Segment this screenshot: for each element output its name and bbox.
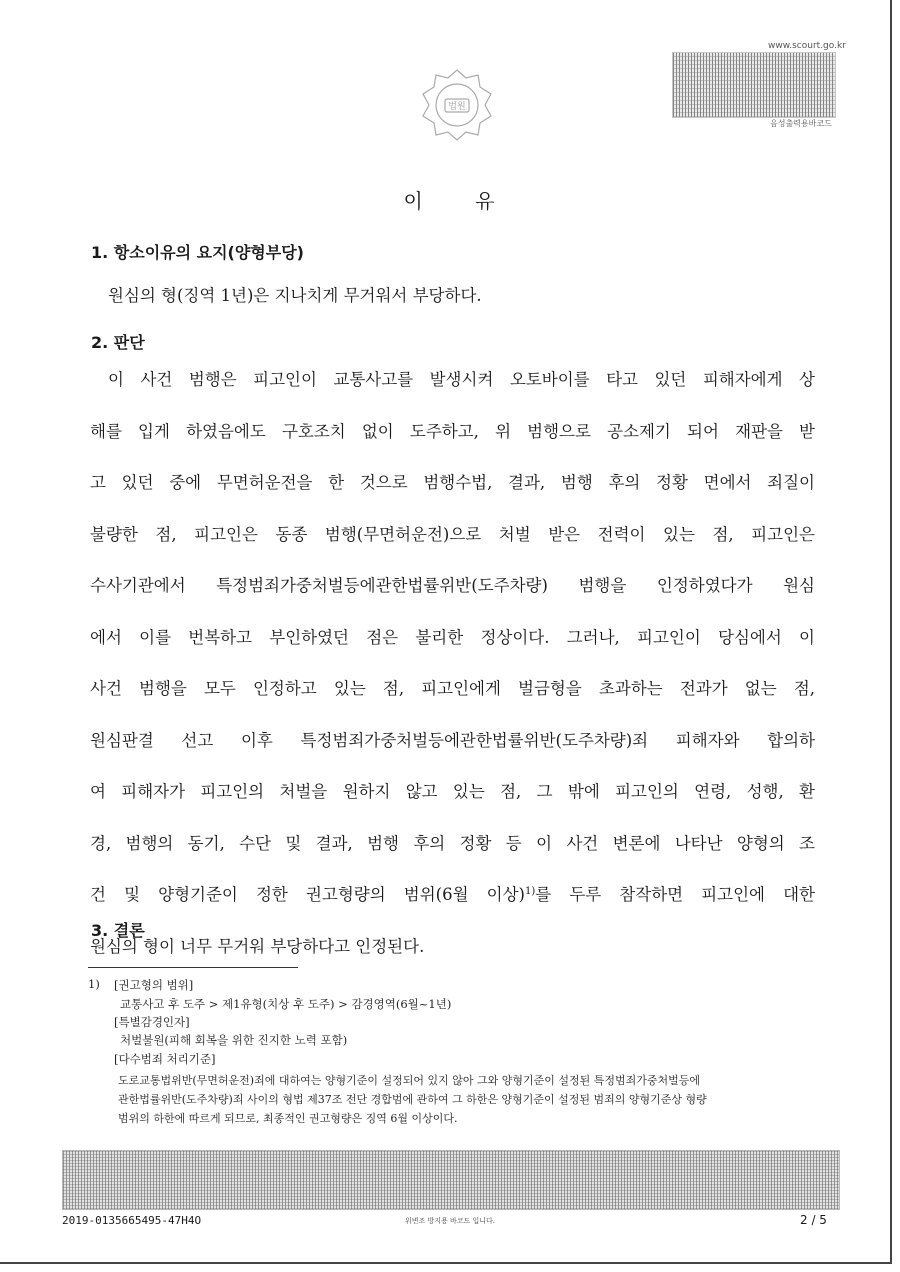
- audio-barcode: [672, 52, 836, 118]
- section-heading-judgment: 2. 판단: [91, 333, 145, 352]
- footnote-mitigation-detail: 처벌불원(피해 회복을 위한 진지한 노력 포함): [120, 1033, 348, 1047]
- barcode-caption: 음성출력용바코드: [770, 119, 832, 128]
- section-heading-summary: 1. 항소이유의 요지(양형부당): [91, 243, 304, 262]
- judgment-paragraph: [90, 366, 815, 984]
- paragraph-line: 고 있던 중에 무면허운전을 한 것으로 범행수법, 결과, 범행 후의 정황 면에서 죄질이: [90, 473, 815, 492]
- paragraph-line: 에서 이를 번복하고 부인하였던 점은 불리한 정상이다. 그러나, 피고인이 당심에서 이: [90, 627, 815, 647]
- footnote-multi-line: 관한법률위반(도주차량)죄 사이의 형법 제37조 전단 경합범에 관하여 그 하한은 양형기준이 설정된 범죄의 양형기준상 형량: [118, 1093, 707, 1106]
- document-title: 이 유: [403, 189, 497, 213]
- footnote-multi-line: 범위의 하한에 따르게 되므로, 최종적인 권고형량은 징역 6월 이상이다.: [118, 1112, 458, 1125]
- barcode-note: 위변조 방지용 바코드 입니다.: [404, 1217, 496, 1225]
- paragraph-line: 경, 범행의 동기, 수단 및 결과, 범행 후의 정황 등 이 사건 변론에 나타난 양형의 조: [90, 833, 815, 853]
- court-seal-icon: [418, 66, 496, 144]
- paragraph-line-with-footnote: [90, 881, 815, 933]
- footnote-mitigation-title: [특별감경인자]: [114, 1015, 190, 1029]
- paragraph-line: 해를 입게 하였음에도 구호조치 없이 도주하고, 위 범행으로 공소제기 되어 재판을 받: [90, 421, 815, 441]
- section-heading-conclusion: 3. 결론: [91, 921, 145, 940]
- paragraph-line: 원심판결 선고 이후 특정범죄가중처벌등에관한법률위반(도주차량)죄 피해자와 합의하: [90, 730, 815, 750]
- anti-forgery-barcode: [62, 1150, 840, 1210]
- paragraph-line: 불량한 점, 피고인은 동종 범행(무면허운전)으로 처벌 받은 전력이 있는 점, 피고인은: [90, 524, 815, 544]
- summary-paragraph: [90, 282, 815, 334]
- line-text: 를 두루 참작하면 피고인에 대한: [535, 885, 815, 904]
- paragraph-line: 사건 범행을 모두 인정하고 있는 점, 피고인에게 벌금형을 초과하는 전과가 없는 점,: [90, 679, 815, 698]
- footnote-marker: 1): [88, 977, 100, 991]
- line-text: 건 및 양형기준이 정한 권고형량의 범위(6월 이상): [90, 885, 525, 904]
- paragraph-line: 원심의 형(징역 1년)은 지나치게 무거워서 부당하다.: [108, 286, 482, 305]
- site-url: www.scourt.go.kr: [768, 41, 846, 51]
- footnote-range-title: [권고형의 범위]: [114, 978, 194, 992]
- footnote-divider: [88, 967, 298, 968]
- document-id: 2019-0135665495-47H4O: [62, 1214, 202, 1227]
- footnote-range-detail: 교통사고 후 도주 > 제1유형(치상 후 도주) > 감경영역(6월~1년): [120, 997, 452, 1011]
- footnote-reference[interactable]: 1): [525, 886, 536, 897]
- page-number: 2 / 5: [800, 1213, 827, 1227]
- paragraph-line: 이 사건 범행은 피고인이 교통사고를 발생시켜 오토바이를 타고 있던 피해자에게 상: [108, 370, 815, 389]
- footnote-multi-line: 도로교통법위반(무면허운전)죄에 대하여는 양형기준이 설정되어 있지 않아 그와 양형기준이 설정된 특정범죄가중처벌등에: [118, 1074, 700, 1087]
- footnote-multi-title: [다수범죄 처리기준]: [114, 1052, 216, 1066]
- paragraph-line: 수사기관에서 특정범죄가중처벌등에관한법률위반(도주차량) 범행을 인정하였다가 원심: [90, 576, 815, 595]
- paragraph-line: 여 피해자가 피고인의 처벌을 원하지 않고 있는 점, 그 밖에 피고인의 연령, 성행, 환: [90, 782, 815, 801]
- paragraph-line: 원심의 형이 너무 무거워 부당하다고 인정된다.: [90, 936, 425, 956]
- seal-text: 법원: [448, 102, 466, 112]
